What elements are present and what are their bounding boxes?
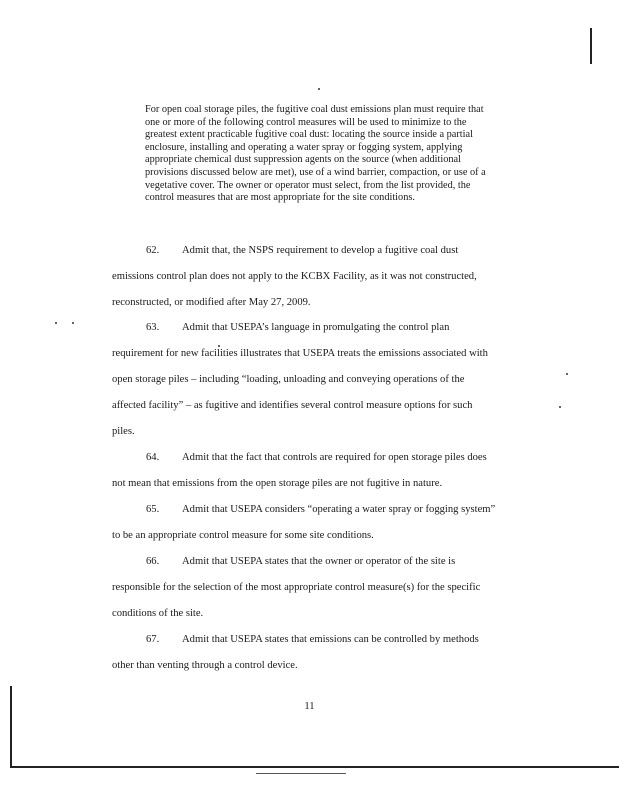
paragraph-line: [146, 452, 487, 463]
paragraph-line: [146, 504, 495, 515]
scan-edge-mark: [10, 686, 12, 766]
block-quote: For open coal storage piles, the fugitive coal dust emissions plan must require that one or more of the following control measures will be used to minimize to the greatest extent practicable fugitive coal dust: locating the source inside a partial enclosure, installing and operating a water spray or fogging system, applying appropriate chemical dust suppression agents on the source (when additional provisions discussed below are met), use of a wind barrier, compaction, or use of a vegetative cover. The owner or operator must select, from the list provided, the control measures that are most appropriate for the site conditions.: [145, 104, 486, 204]
page-number: 11: [304, 701, 315, 712]
scan-speck: [318, 88, 320, 90]
paragraph-text: requirement for new facilities illustrates that USEPA treats the emissions associated with: [112, 348, 488, 359]
paragraph-line: [112, 582, 480, 593]
paragraph-line: [146, 634, 479, 645]
paragraph-line: [112, 400, 472, 411]
paragraph-number: 65.: [146, 504, 160, 515]
paragraph-line: [146, 556, 455, 567]
scan-speck: [72, 322, 74, 324]
paragraph-line: [112, 660, 298, 671]
paragraph-text: Admit that, the NSPS requirement to develop a fugitive coal dust: [182, 245, 459, 256]
paragraph-text: Admit that the fact that controls are required for open storage piles does: [182, 452, 487, 463]
paragraph-line: [112, 530, 374, 541]
paragraph-line: [112, 348, 488, 359]
paragraph-line: [146, 245, 458, 256]
paragraph-text: responsible for the selection of the most appropriate control measure(s) for the specific: [112, 582, 481, 593]
paragraph-text: reconstructed, or modified after May 27, 2009.: [112, 297, 311, 308]
scan-edge-mark: [10, 766, 619, 768]
paragraph-text: Admit that USEPA states that the owner or operator of the site is: [182, 556, 456, 567]
paragraph-number: 66.: [146, 556, 160, 567]
paragraph-text: piles.: [112, 426, 135, 437]
paragraph-text: conditions of the site.: [112, 608, 204, 619]
paragraph-line: [112, 608, 203, 619]
scan-speck: [559, 406, 561, 408]
scan-speck: [55, 322, 57, 324]
paragraph-text: Admit that USEPA states that emissions can be controlled by methods: [182, 634, 479, 645]
scan-speck: [218, 345, 220, 347]
scan-speck: [566, 373, 568, 375]
paragraph-line: [112, 297, 311, 308]
paragraph-text: to be an appropriate control measure for some site conditions.: [112, 530, 374, 541]
paragraph-text: Admit that USEPA considers “operating a water spray or fogging system”: [182, 504, 496, 515]
scan-edge-mark: [590, 28, 592, 64]
scan-edge-mark: [256, 773, 346, 774]
paragraph-text: emissions control plan does not apply to the KCBX Facility, as it was not constructed,: [112, 271, 477, 282]
paragraph-number: 63.: [146, 322, 160, 333]
paragraph-line: [146, 322, 449, 333]
paragraph-line: [112, 478, 442, 489]
paragraph-line: [112, 374, 464, 385]
paragraph-line: [112, 426, 135, 437]
paragraph-line: [112, 271, 477, 282]
paragraph-text: other than venting through a control device.: [112, 660, 298, 671]
paragraph-number: 62.: [146, 245, 160, 256]
paragraph-number: 64.: [146, 452, 160, 463]
paragraph-text: affected facility” – as fugitive and identifies several control measure options for such: [112, 400, 473, 411]
paragraph-text: Admit that USEPA’s language in promulgating the control plan: [182, 322, 450, 333]
paragraph-number: 67.: [146, 634, 160, 645]
paragraph-text: open storage piles – including “loading, unloading and conveying operations of the: [112, 374, 465, 385]
paragraph-text: not mean that emissions from the open storage piles are not fugitive in nature.: [112, 478, 443, 489]
